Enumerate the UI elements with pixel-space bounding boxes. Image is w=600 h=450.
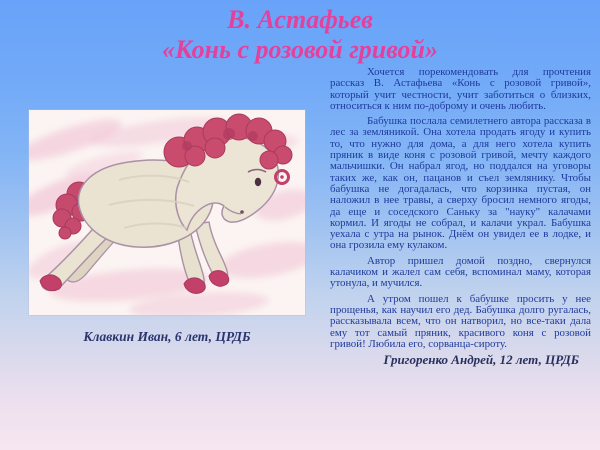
review-paragraph-3: Автор пришел домой поздно, свернулся калачиком и жалел сам себя, вспоминал маму, которая утонула, и мучился.	[330, 254, 591, 290]
horse-eye	[255, 178, 261, 186]
review-paragraph-1: Хочется порекомендовать для прочтения рассказ В. Астафьева «Конь с розовой гривой», который учит честности, учит заботиться о близких, относиться к ним по-доброму и очень любить.	[330, 66, 591, 112]
review-paragraph-2: Бабушка послала семилетнего автора рассказа в лес за земляникой. Она хотела продать ягоду и купить то, что нужно для дома, а для него хотела купить пряник в виде коня с розовой гривой, мечту каждого мальчишки. Он набрал ягод, но поддался на уговоры таких же, как он, пацанов и съел землянику. Чтобы бабушка не догадалась, что корзинка пустая, он наложил в нее травы, а сверху бросил немного ягоды, да еще и соседского Саньку за "науку" калачами кормил. И ягоды не собрал, и калачи украл. Бабушка уехала с утра на рынок. Днём он увидел ее в лодке, и она грозила ему кулаком.	[330, 115, 591, 252]
slide-title-line2: «Конь с розовой гривой»	[162, 35, 438, 64]
review-signature: Григоренко Андрей, 12 лет, ЦРДБ	[383, 352, 579, 368]
review-paragraph-4: А утром пошел к бабушке просить у нее прощенья, как научил его дед. Бабушка долго ругалась, рассказывала всем, что он натворил, но все-таки дала ему тот самый пряник, красивого коня с розовой гривой! Любила его, сорванца-сироту.	[330, 292, 591, 350]
horse-nostril	[240, 210, 244, 214]
slide-title-line1: В. Астафьев	[227, 5, 373, 34]
child-drawing-picture	[29, 110, 305, 315]
slide-title	[0, 5, 600, 65]
horse-with-pink-mane-drawing	[29, 110, 305, 315]
artwork-caption: Клавкин Иван, 6 лет, ЦРДБ	[83, 329, 251, 344]
review-text-block	[330, 67, 591, 369]
